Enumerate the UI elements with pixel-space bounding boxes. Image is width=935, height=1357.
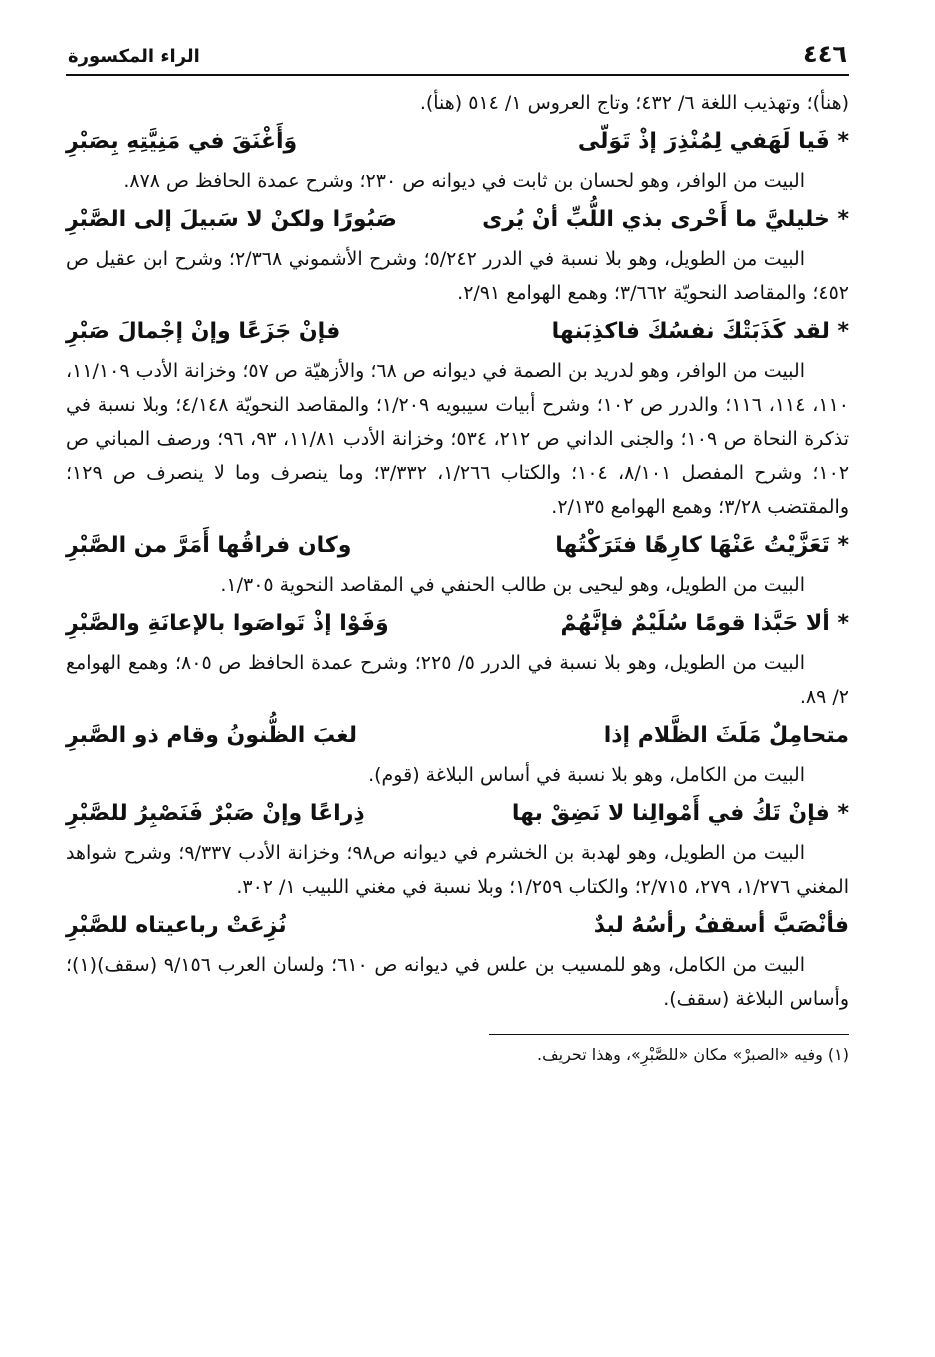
verse-second-hemistich: لغبَ الظُّنونُ وقام ذو الصَّبرِ xyxy=(66,723,357,748)
paragraph: البيت من الوافر، وهو لحسان بن ثابت في ديوانه ص ٢٣٠؛ وشرح عمدة الحافظ ص ٨٧٨. xyxy=(123,170,805,192)
book-page xyxy=(66,40,849,1317)
poem-verse xyxy=(66,906,849,946)
verse-first-hemistich: * فَيا لَهَفي لِمُنْذِرَ إذْ تَوَلّى xyxy=(577,129,849,154)
verse-first-hemistich: * لقد كَذَبَتْكَ نفسُكَ فاكذِبَنها xyxy=(551,319,849,344)
paragraph: البيت من الكامل، وهو للمسيب بن علس في ديوانه ص ٦١٠؛ ولسان العرب ٩/١٥٦ (سقف)(١)؛ وأساس البلاغة (سقف). xyxy=(66,954,849,1010)
footnote: (١) وفيه «الصبرْ» مكان «للصَّبْرِ»، وهذا تحريف. xyxy=(536,1045,849,1064)
paragraph: البيت من الطويل، وهو لهدبة بن الخشرم في ديوانه ص٩٨؛ وخزانة الأدب ٩/٣٣٧؛ وشرح شواهد المغني ١/٢٧٦، ٢٧٩، ٢/٧١٥؛ والكتاب ١/٢٥٩؛ وبلا نسبة في مغني اللبيب ١/ ٣٠٢. xyxy=(66,842,849,898)
poem-verse xyxy=(66,122,849,162)
verse-first-hemistich: متحامِلٌ مَلَثَ الظَّلام إذا xyxy=(603,723,849,748)
page-body xyxy=(66,86,849,1069)
verse-first-hemistich: * خليليَّ ما أَحْرى بذي اللُّبِّ أنْ يُرى xyxy=(482,207,849,232)
verse-second-hemistich: وَأَغْنَقَ في مَنِيَّتِهِ بِصَبْرِ xyxy=(66,129,298,154)
verse-second-hemistich: صَبُورًا ولكنْ لا سَبيلَ إلى الصَّبْرِ xyxy=(66,207,397,232)
paragraph: البيت من الطويل، وهو بلا نسبة في الدرر ٥/ ٢٢٥؛ وشرح عمدة الحافظ ص ٨٠٥؛ وهمع الهوامع ٢/ ٨٩. xyxy=(66,652,849,708)
poem-verse xyxy=(66,794,849,834)
verse-second-hemistich: ذِراعًا وإنْ صَبْرٌ فَنَصْبِرُ للصَّبْرِ xyxy=(66,801,365,826)
verse-second-hemistich: وَفَوْا إذْ تَواصَوا بالإعانَةِ والصَّبْرِ xyxy=(66,611,389,636)
running-head xyxy=(66,40,849,76)
paragraph: البيت من الوافر، وهو لدريد بن الصمة في ديوانه ص ٦٨؛ والأزهيّة ص ٥٧؛ وخزانة الأدب ١١/١٠٩، ١١٠، ١١٤، ١١٦؛ والدرر ص ١٠٢؛ وشرح أبيات سيبويه ١/٢٠٩؛ والمقاصد النحويّة ٤/١٤٨؛ وبلا نسبة في تذكرة النحاة ص ١٠٩؛ والجنى الداني ص ٢١٢، ٥٣٤؛ وخزانة الأدب ١١/٨١، ٩٣، ٩٦؛ ورصف المباني ص ١٠٢؛ وشرح المفصل ٨/١٠١، ١٠٤؛ والكتاب ١/٢٦٦، ٣/٣٣٢؛ وما ينصرف وما لا ينصرف ص ١٢٩؛ والمقتضب ٣/٢٨؛ وهمع الهوامع ٢/١٣٥. xyxy=(66,360,850,518)
paragraph: البيت من الطويل، وهو ليحيى بن طالب الحنفي في المقاصد النحوية ١/٣٠٥. xyxy=(220,574,805,596)
poem-verse xyxy=(66,604,849,644)
verse-first-hemistich: فأنْصَبَّ أسقفُ رأسُهُ لبدٌ xyxy=(593,913,849,938)
verse-first-hemistich: * فإنْ تَكُ في أَمْوالِنا لا نَضِقْ بها xyxy=(511,801,849,826)
footnote-divider xyxy=(489,1034,849,1035)
paragraph: البيت من الكامل، وهو بلا نسبة في أساس البلاغة (قوم). xyxy=(368,764,805,786)
poem-verse xyxy=(66,716,849,756)
verse-second-hemistich: نُزِعَتْ رباعيتاه للصَّبْرِ xyxy=(66,913,287,938)
poem-verse xyxy=(66,312,849,352)
poem-verse xyxy=(66,200,849,240)
poem-verse xyxy=(66,526,849,566)
chapter-title: الراء المكسورة xyxy=(68,46,200,67)
paragraph: البيت من الطويل، وهو بلا نسبة في الدرر ٥/٢٤٢؛ وشرح الأشموني ٢/٣٦٨؛ وشرح ابن عقيل ص ٤٥٢؛ والمقاصد النحويّة ٣/٦٦٢؛ وهمع الهوامع ٢/٩١. xyxy=(66,248,849,304)
paragraph: (هنأ)؛ وتهذيب اللغة ٦/ ٤٣٢؛ وتاج العروس ١/ ٥١٤ (هنأ). xyxy=(419,92,849,114)
verse-second-hemistich: فإنْ جَزَعًا وإنْ إجْمالَ صَبْرِ xyxy=(66,319,341,344)
verse-first-hemistich: * تَعَزَّيْتُ عَنْهَا كارِهًا فتَرَكْتُها xyxy=(555,533,849,558)
verse-second-hemistich: وكان فراقُها أَمَرَّ من الصَّبْرِ xyxy=(66,533,352,558)
page-number: ٤٤٦ xyxy=(803,40,847,68)
verse-first-hemistich: * ألا حَبَّذا قومًا سُلَيْمٌ فإنَّهُمْ xyxy=(560,611,849,636)
